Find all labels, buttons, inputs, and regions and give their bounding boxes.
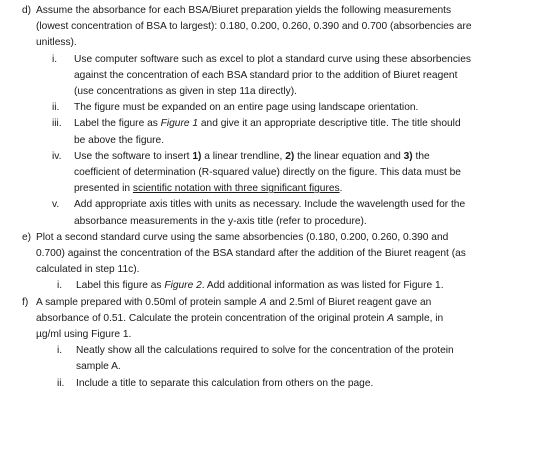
text-run: a linear trendline,: [201, 150, 286, 162]
section-e-line-1: Plot a second standard curve using the same absorbencies (0.180, 0.200, 0.260, 0.390 and: [36, 231, 449, 243]
sample-a-emphasis: A: [259, 296, 267, 308]
section-e-line-2: 0.700) against the concentration of the BSA standard after the addition of the Biuret reagent (as: [36, 248, 466, 260]
section-d-item-i-line-3: (use concentrations as given in step 11a directly).: [74, 86, 297, 98]
section-f-item-i-line-1: Neatly show all the calculations required to solve for the concentration of the protein: [76, 345, 454, 357]
section-f-item-ii-line-1: Include a title to separate this calculation from others on the page.: [76, 377, 374, 389]
section-d-item-iv: [0, 149, 543, 198]
section-d-item-iii-label: iii.: [52, 118, 62, 130]
section-f-item-i-label: i.: [57, 345, 63, 357]
section-d-item-v-label: v.: [52, 199, 60, 211]
section-d-item-iii-line-2: be above the figure.: [74, 134, 165, 146]
section-e-item-i-line-1: [76, 278, 535, 294]
section-e: [0, 230, 543, 279]
section-e-item-i-label: i.: [57, 280, 63, 292]
section-d-item-v: [0, 197, 543, 229]
section-d-item-ii: [0, 100, 543, 116]
section-f-item-ii: [0, 376, 543, 392]
section-f-line-2: [36, 311, 535, 327]
section-f-line-3: µg/ml using Figure 1.: [36, 329, 132, 341]
section-d: [0, 3, 543, 52]
text-run: presented in: [74, 183, 133, 195]
section-d-item-v-line-2: absorbance measurements in the y-axis title (refer to procedure).: [74, 215, 367, 227]
text-run: . Add additional information as was listed for Figure 1.: [201, 280, 444, 292]
text-run: and give it an appropriate descriptive title. The title should: [198, 118, 461, 130]
section-e-item-i: [0, 278, 543, 294]
underlined-requirement: scientific notation with three significant figures: [132, 183, 340, 195]
section-d-item-iv-line-1: [74, 149, 535, 165]
figure-1-emphasis: Figure 1: [160, 118, 199, 130]
section-e-label: e): [22, 231, 32, 243]
text-run: the: [412, 150, 430, 162]
section-f-line-1: [36, 295, 535, 311]
text-run: absorbance of 0.51. Calculate the protein concentration of the original protein: [36, 312, 388, 324]
section-d-item-i-line-1: Use computer software such as excel to plot a standard curve using these absorbencies: [74, 53, 471, 65]
section-f: [0, 295, 543, 344]
section-d-item-v-line-1: Add appropriate axis titles with units as necessary. Include the wavelength used for the: [74, 199, 466, 211]
section-d-label: d): [22, 5, 32, 16]
bold-marker-3: 3): [403, 150, 413, 162]
section-d-line-1: Assume the absorbance for each BSA/Biuret preparation yields the following measurements: [36, 5, 452, 16]
section-f-label: f): [22, 296, 29, 308]
text-run: Use the software to insert: [74, 150, 193, 162]
bold-marker-1: 1): [192, 150, 202, 162]
text-run: .: [339, 183, 343, 195]
section-d-item-iv-label: iv.: [52, 150, 62, 162]
section-d-item-iv-line-3: [74, 181, 535, 197]
text-run: A sample prepared with 0.50ml of protein sample: [36, 296, 260, 308]
bold-marker-2: 2): [285, 150, 295, 162]
section-d-item-i-line-2: against the concentration of each BSA standard prior to the addition of Biuret reagent: [74, 69, 458, 81]
section-f-item-i: [0, 343, 543, 375]
instructions-document: [0, 3, 543, 392]
text-run: and 2.5ml of Biuret reagent gave an: [266, 296, 432, 308]
section-d-item-ii-label: ii.: [52, 102, 60, 114]
section-d-item-iii: [0, 116, 543, 148]
text-run: Label the figure as: [74, 118, 161, 130]
figure-2-emphasis: Figure 2: [164, 280, 202, 292]
section-f-item-ii-label: ii.: [57, 377, 65, 389]
section-d-item-iii-line-1: [74, 116, 535, 132]
section-d-line-3: unitless).: [36, 37, 77, 49]
section-e-line-3: calculated in step 11c).: [36, 264, 140, 276]
text-run: Label this figure as: [76, 280, 165, 292]
section-f-item-i-line-2: sample A.: [76, 361, 121, 373]
section-d-item-i-label: i.: [52, 53, 58, 65]
section-d-item-ii-line-1: The figure must be expanded on an entire page using landscape orientation.: [74, 102, 419, 114]
sample-a-emphasis: A: [387, 312, 394, 324]
text-run: sample, in: [393, 312, 444, 324]
section-d-line-2: (lowest concentration of BSA to largest): 0.180, 0.200, 0.260, 0.390 and 0.700 (absorbencies are: [36, 21, 472, 33]
text-run: the linear equation and: [294, 150, 404, 162]
section-d-item-iv-line-2: coefficient of determination (R-squared value) directly on the figure. This data must be: [74, 167, 461, 179]
section-d-item-i: [0, 52, 543, 101]
